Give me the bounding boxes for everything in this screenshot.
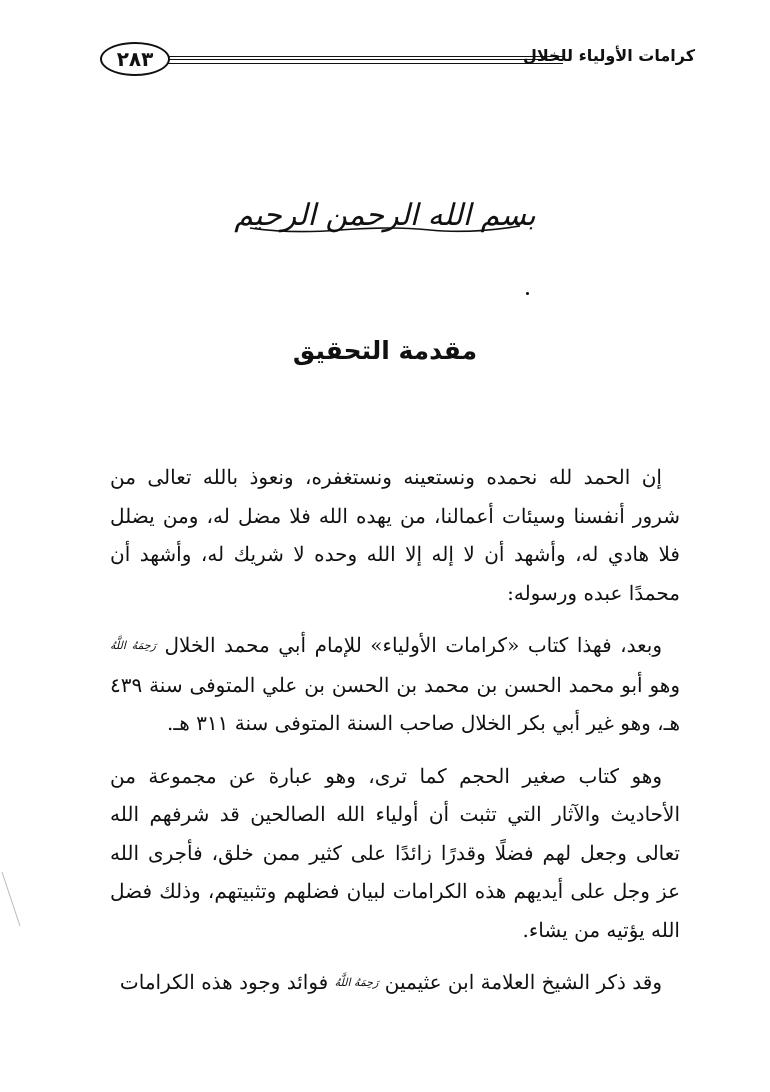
page-header [100, 42, 695, 78]
paragraph-text: إن الحمد لله نحمده ونستعينه ونستغفره، ونعوذ بالله تعالى من شرور أنفسنا وسيئات أعمالنا، من يهده الله فلا مضل له، ومن يضلل فلا هادي له، وأشهد أن لا إله إلا الله وحده لا شريك له، وأشهد أن محمدًا عبده ورسوله: [110, 465, 680, 605]
scan-edge-mark [0, 870, 24, 930]
paragraph-text: وهو كتاب صغير الحجم كما ترى، وهو عبارة عن مجموعة من الأحاديث والآثار التي تثبت أن أولياء الله الصالحين قد شرفهم الله تعالى وجعل لهم فضلًا وقدرًا زائدًا على كثير ممن خلق، فأجرى الله عز وجل على أيديهم هذه الكرامات لبيان فضلهم وتثبيتهم، وذلك فضل الله يؤتيه من يشاء. [110, 763, 680, 942]
body-paragraph [110, 626, 680, 743]
body-paragraph [110, 757, 680, 950]
paragraph-text: وقد ذكر الشيخ العلامة ابن عثيمين [378, 970, 662, 994]
header-rule [168, 56, 563, 64]
body-paragraph [110, 458, 680, 612]
paragraph-text: وبعد، فهذا كتاب «كرامات الأولياء» للإمام أبي محمد الخلال [155, 633, 663, 657]
ornament-dot [526, 292, 529, 295]
section-title: مقدمة التحقيق [292, 336, 478, 365]
paragraph-text: فوائد وجود هذه الكرامات [119, 970, 335, 994]
basmala-calligraphy [230, 190, 540, 250]
body-text [110, 458, 680, 1017]
paragraph-text: وهو أبو محمد الحسن بن محمد بن الحسن بن علي المتوفى سنة ٤٣٩ هـ، وهو غير أبي بكر الخلال صاحب السنة المتوفى سنة ٣١١ هـ. [110, 672, 680, 735]
basmala-text: بسم الله الرحمن الرحيم [234, 198, 536, 233]
running-head: كرامات الأولياء للخلال [522, 46, 695, 65]
honorific-mark: رَحِمَهُ اللَّهُ [110, 639, 156, 652]
body-paragraph [110, 963, 680, 1003]
honorific-mark: رَحِمَهُ اللَّهُ [334, 976, 379, 989]
page-number: ٢٨٣ [100, 42, 170, 76]
